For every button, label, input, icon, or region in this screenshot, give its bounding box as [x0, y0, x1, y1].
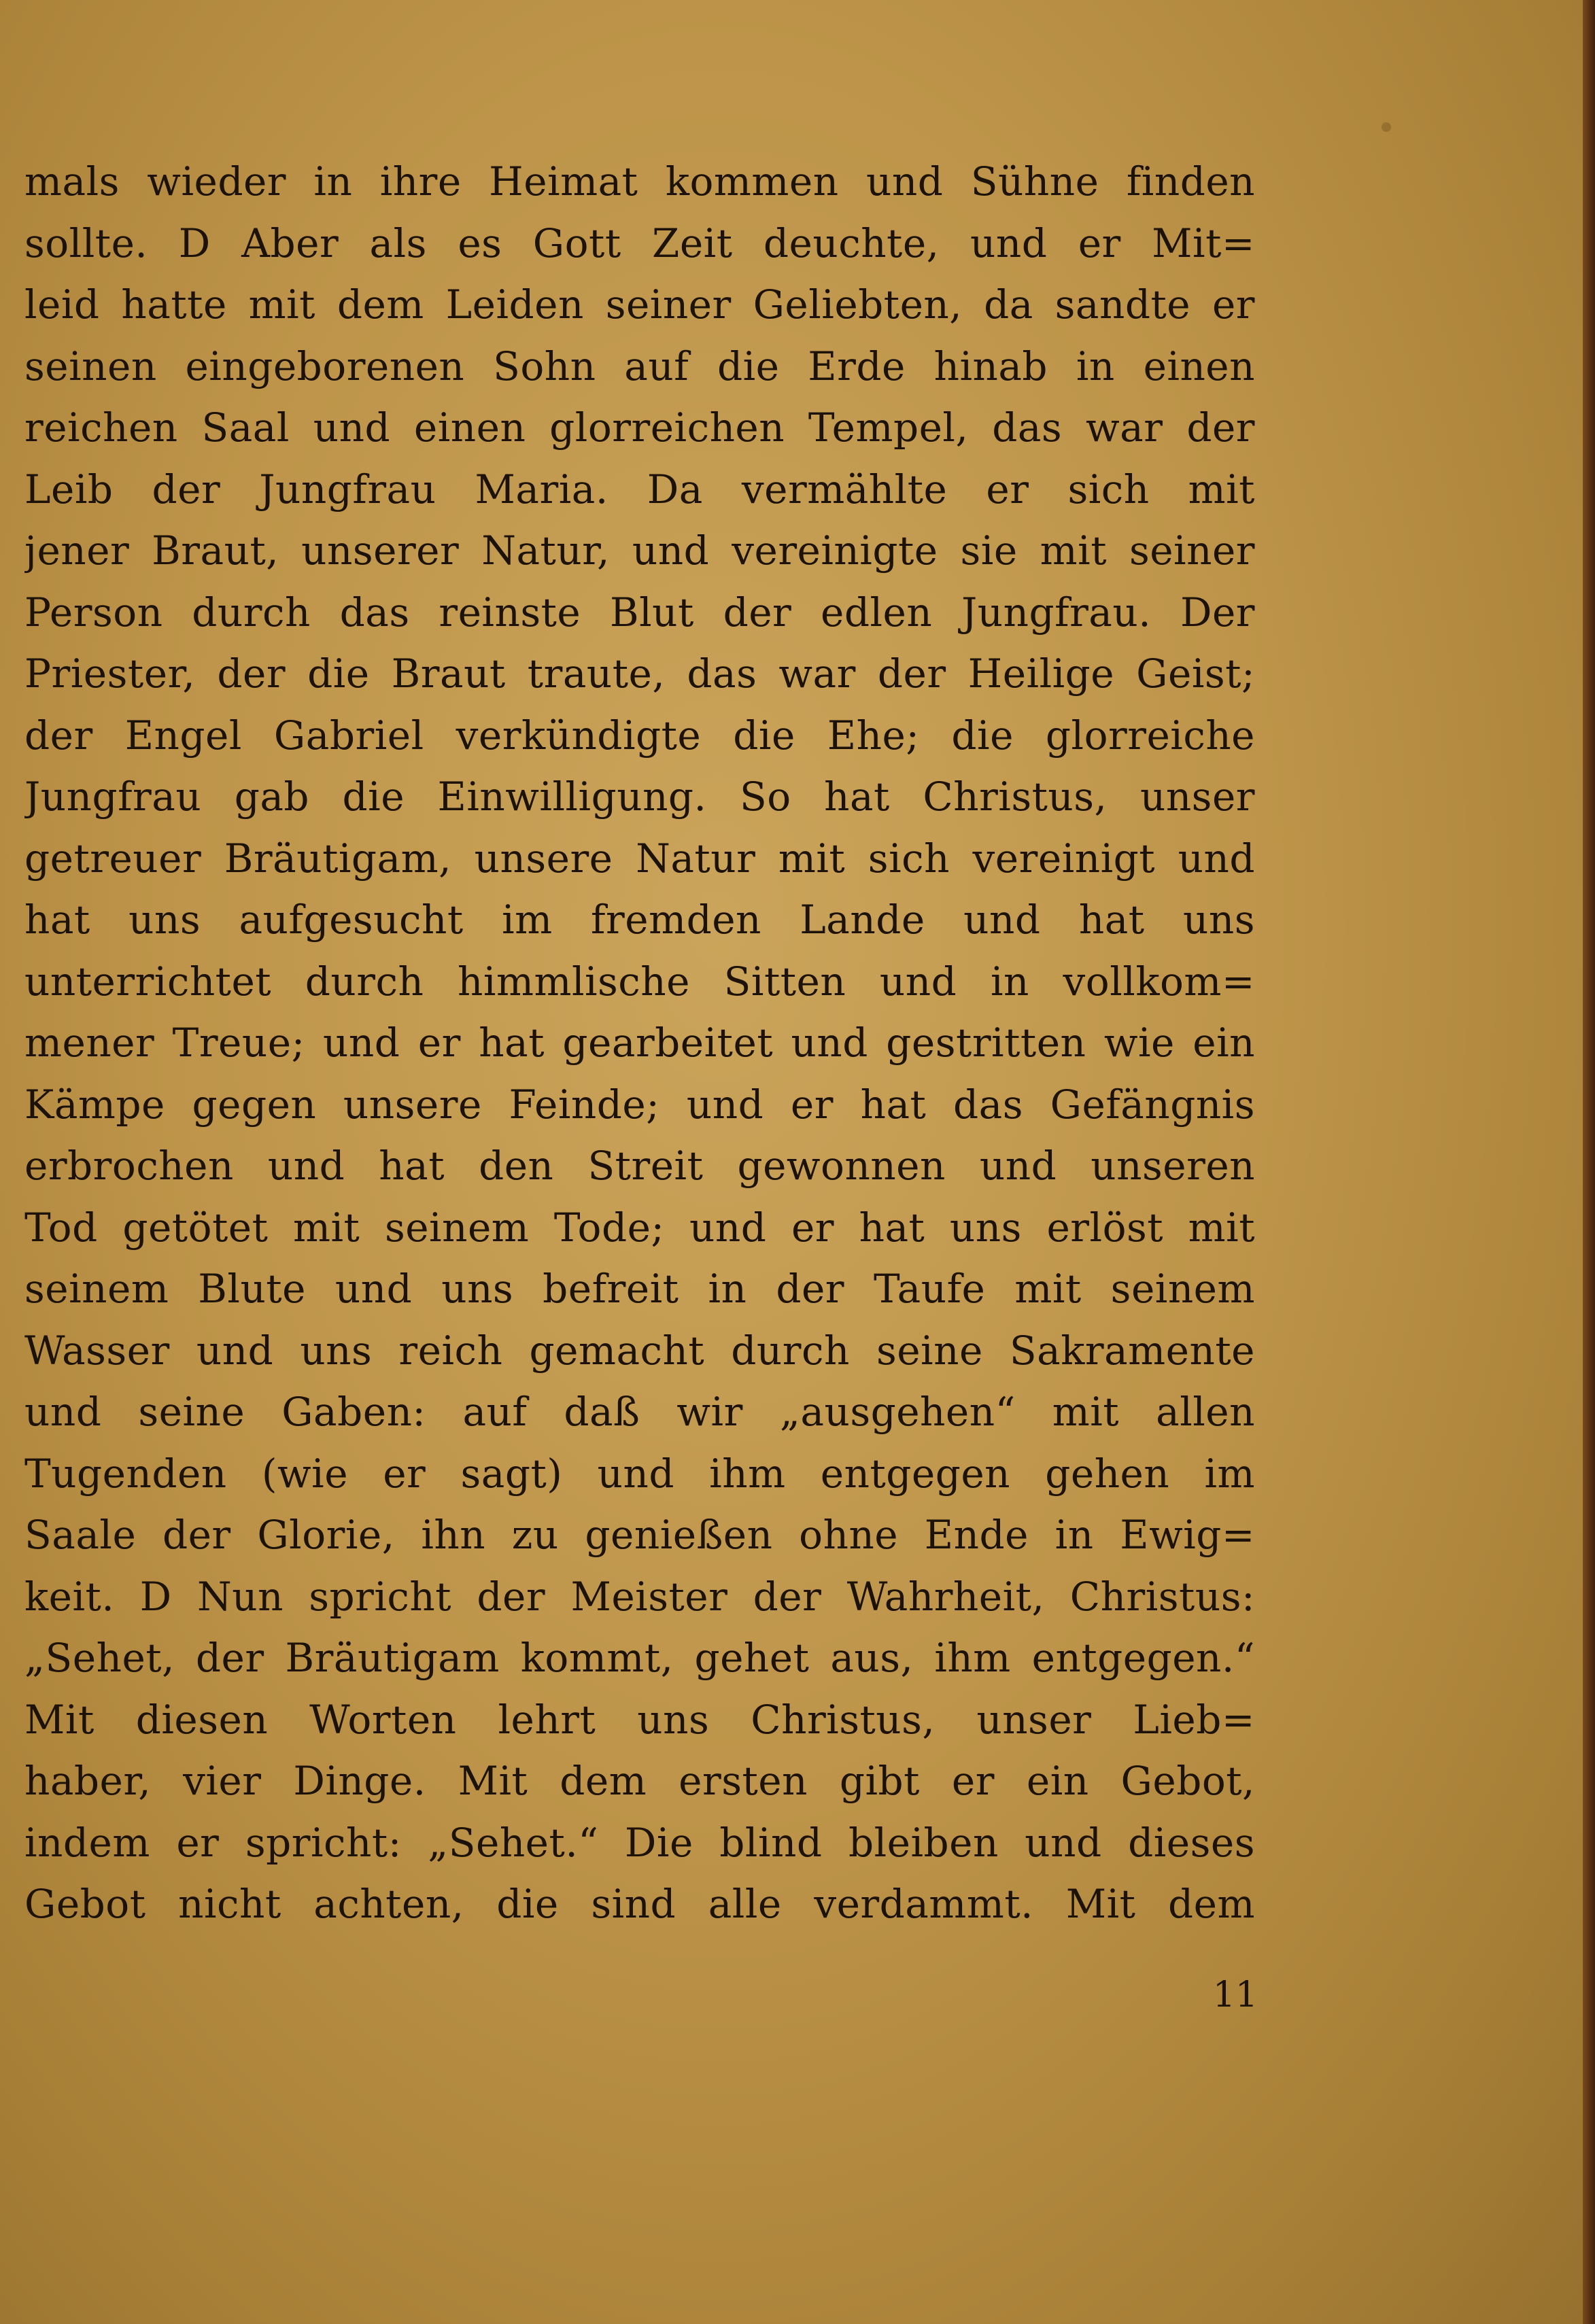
text-line: „Sehet, der Bräutigam kommt, gehet aus, ihm entgegen.“ — [24, 1635, 1255, 1681]
text-line: seinem Blute und uns befreit in der Taufe mit seinem — [24, 1266, 1255, 1312]
paper-blemish — [1382, 122, 1391, 132]
text-line: unterrichtet durch himmlische Sitten und in vollkom= — [24, 958, 1255, 1005]
text-line: haber, vier Dinge. Mit dem ersten gibt er ein Gebot, — [24, 1758, 1255, 1804]
text-line: reichen Saal und einen glorreichen Tempel, das war der — [24, 404, 1255, 451]
text-line: mener Treue; und er hat gearbeitet und gestritten wie ein — [24, 1020, 1255, 1066]
text-line: Priester, der die Braut traute, das war der Heilige Geist; — [24, 651, 1255, 697]
text-line: mals wieder in ihre Heimat kommen und Sühne finden — [24, 158, 1255, 205]
text-line: keit. D Nun spricht der Meister der Wahrheit, Christus: — [24, 1573, 1255, 1620]
text-line: der Engel Gabriel verkündigte die Ehe; die glorreiche — [24, 712, 1255, 759]
text-line: erbrochen und hat den Streit gewonnen und unseren — [24, 1143, 1255, 1189]
text-line: hat uns aufgesucht im fremden Lande und hat uns — [24, 897, 1255, 943]
text-line: Kämpe gegen unsere Feinde; und er hat das Gefängnis — [24, 1081, 1255, 1128]
text-line: Leib der Jungfrau Maria. Da vermählte er sich mit — [24, 466, 1255, 513]
text-line: Saale der Glorie, ihn zu genießen ohne Ende in Ewig= — [24, 1512, 1255, 1558]
text-line: Person durch das reinste Blut der edlen Jungfrau. Der — [24, 589, 1255, 636]
text-line: indem er spricht: „Sehet.“ Die blind bleiben und dieses — [24, 1819, 1255, 1866]
text-line: und seine Gaben: auf daß wir „ausgehen“ mit allen — [24, 1389, 1255, 1435]
text-line: seinen eingeborenen Sohn auf die Erde hinab in einen — [24, 343, 1255, 389]
text-line: Tod getötet mit seinem Tode; und er hat uns erlöst mit — [24, 1204, 1255, 1251]
text-line: Jungfrau gab die Einwilligung. So hat Christus, unser — [24, 774, 1255, 820]
text-line: getreuer Bräutigam, unsere Natur mit sich vereinigt und — [24, 835, 1255, 882]
text-line: Wasser und uns reich gemacht durch seine Sakramente — [24, 1327, 1255, 1374]
page-number: 11 — [1212, 1975, 1258, 2015]
text-line: sollte. D Aber als es Gott Zeit deuchte, und er Mit= — [24, 220, 1255, 266]
text-line: Tugenden (wie er sagt) und ihm entgegen gehen im — [24, 1450, 1255, 1497]
page-edge-shadow — [1583, 0, 1595, 2324]
text-line: jener Braut, unserer Natur, und vereinigte sie mit seiner — [24, 527, 1255, 574]
text-line: Gebot nicht achten, die sind alle verdammt. Mit dem — [24, 1881, 1255, 1927]
text-line: leid hatte mit dem Leiden seiner Geliebten, da sandte er — [24, 281, 1255, 328]
body-text — [24, 151, 1255, 1935]
text-line: Mit diesen Worten lehrt uns Christus, unser Lieb= — [24, 1696, 1255, 1743]
